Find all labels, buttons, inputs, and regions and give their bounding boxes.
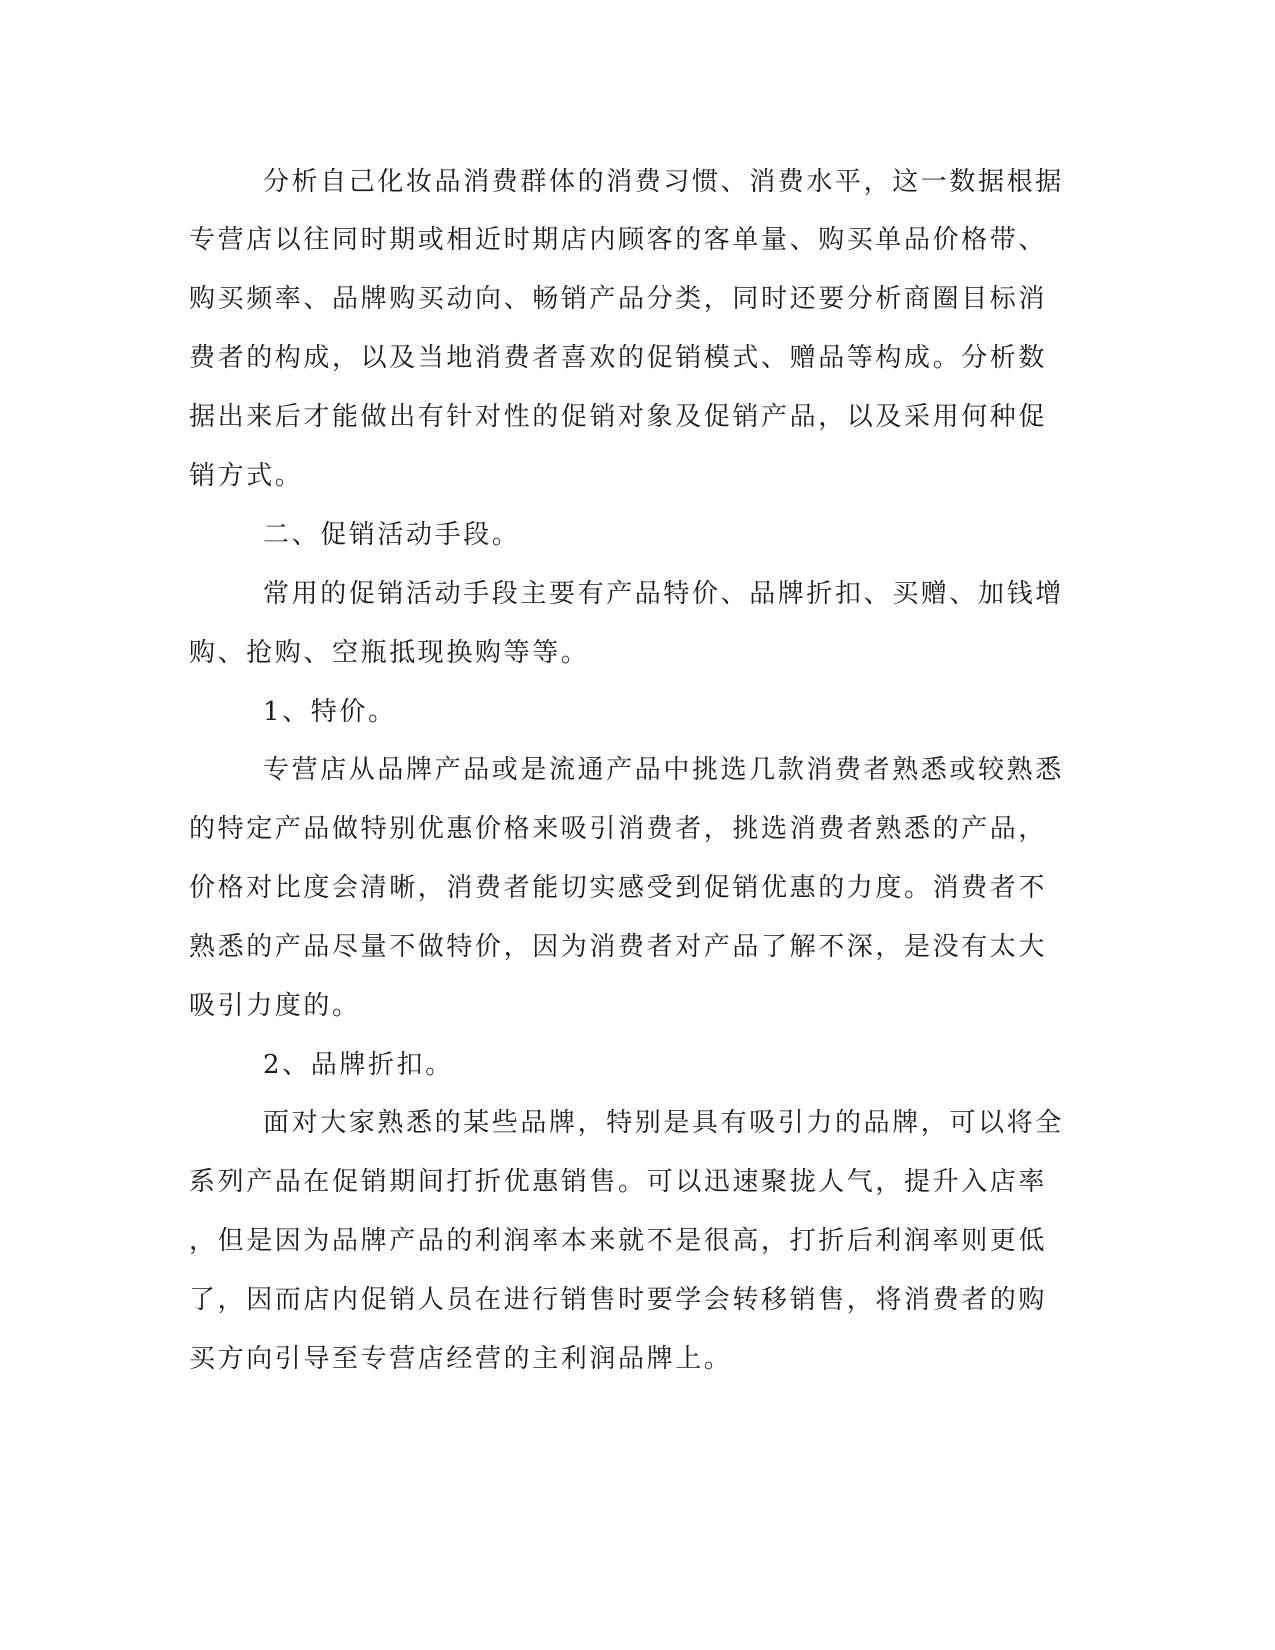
paragraph-line: 价格对比度会清晰，消费者能切实感受到促销优惠的力度。消费者不 [189,873,1048,903]
paragraph-line: 销方式。 [189,461,304,491]
paragraph-line: 购买频率、品牌购买动向、畅销产品分类，同时还要分析商圈目标消 [189,284,1048,314]
paragraph-line: 买方向引导至专营店经营的主利润品牌上。 [189,1344,733,1374]
paragraph-line: 据出来后才能做出有针对性的促销对象及促销产品，以及采用何种促 [189,402,1048,432]
paragraph-line: 熟悉的产品尽量不做特价，因为消费者对产品了解不深，是没有太大 [189,932,1048,962]
paragraph-line: 的特定产品做特别优惠价格来吸引消费者，挑选消费者熟悉的产品， [189,814,1048,844]
paragraph-line: 分析自己化妆品消费群体的消费习惯、消费水平，这一数据根据 [263,167,1064,197]
paragraph-line: 专营店以往同时期或相近时期店内顾客的客单量、购买单品价格带、 [189,225,1048,255]
section-heading: 二、促销活动手段。 [263,520,521,550]
subsection-heading: 1、特价。 [263,697,397,727]
paragraph-line: 常用的促销活动手段主要有产品特价、品牌折扣、买赠、加钱增 [263,579,1064,609]
subsection-heading: 2、品牌折扣。 [263,1050,454,1080]
paragraph-line: 系列产品在促销期间打折优惠销售。可以迅速聚拢人气，提升入店率 [189,1167,1048,1197]
paragraph-line: 费者的构成，以及当地消费者喜欢的促销模式、赠品等构成。分析数 [189,343,1048,373]
paragraph-line: 吸引力度的。 [189,991,361,1021]
paragraph-line: ，但是因为品牌产品的利润率本来就不是很高，打折后利润率则更低 [189,1226,1048,1256]
paragraph-line: 面对大家熟悉的某些品牌，特别是具有吸引力的品牌，可以将全 [263,1108,1064,1138]
paragraph-line: 购、抢购、空瓶抵现换购等等。 [189,638,590,668]
paragraph-line: 专营店从品牌产品或是流通产品中挑选几款消费者熟悉或较熟悉 [263,755,1064,785]
paragraph-line: 了，因而店内促销人员在进行销售时要学会转移销售，将消费者的购 [189,1285,1048,1315]
